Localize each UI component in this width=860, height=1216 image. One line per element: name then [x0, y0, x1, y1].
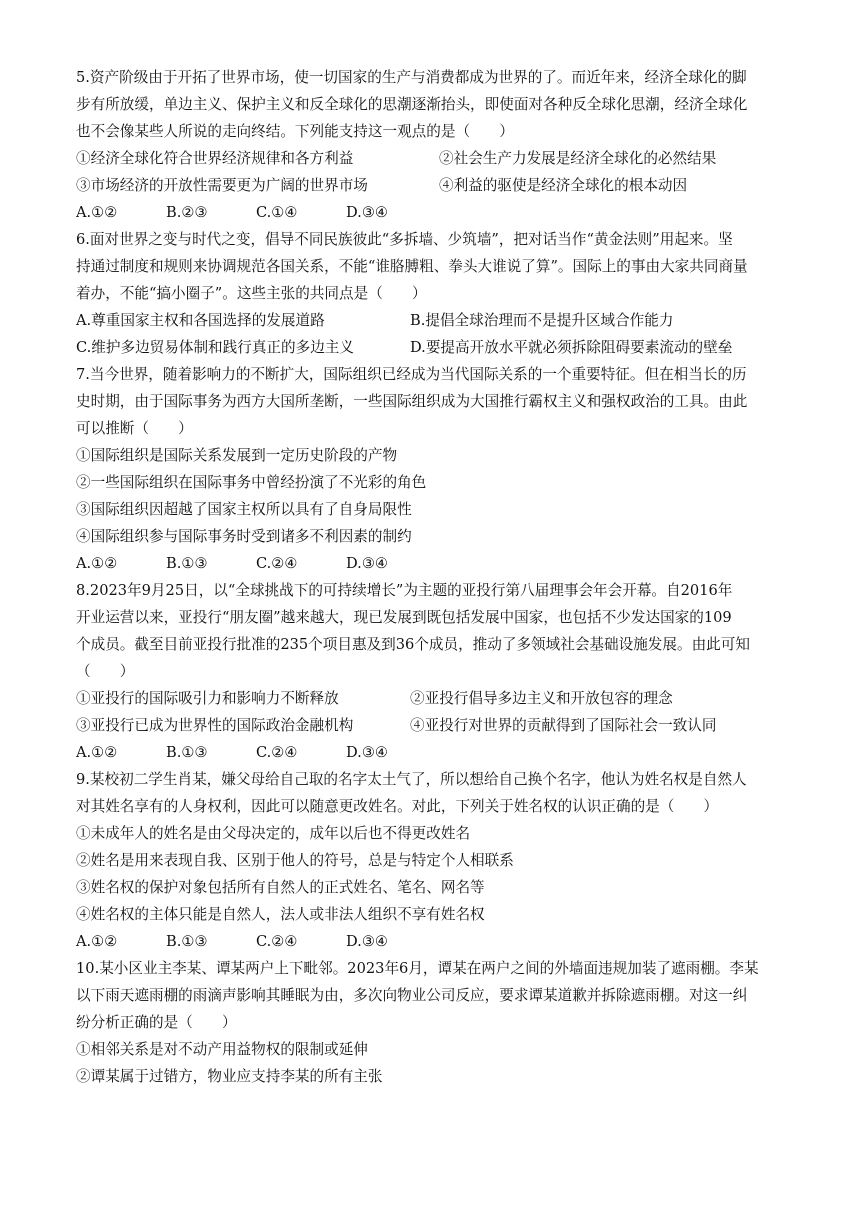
question-7 — [76, 361, 786, 577]
question-stem-line: 以下雨天遮雨棚的雨滴声影响其睡眠为由，多次向物业公司反应，要求谭某道歉并拆除遮雨棚。对这一纠 — [76, 987, 748, 1004]
statement-row — [76, 145, 786, 172]
choice-a[interactable]: A.①② — [76, 555, 118, 572]
statement-1: ①亚投行的国际吸引力和影响力不断释放 — [76, 690, 339, 707]
choice-c[interactable]: C.①④ — [256, 204, 298, 221]
answer-choices — [76, 928, 786, 955]
choice-b[interactable]: B.①③ — [166, 744, 208, 761]
question-stem-line: 对其姓名享有的人身权利，因此可以随意更改姓名。对此，下列关于姓名权的认识正确的是（ ） — [76, 798, 719, 815]
statement-1: ①经济全球化符合世界经济规律和各方利益 — [76, 150, 354, 167]
exam-content — [76, 64, 786, 1090]
question-stem-line: 史时期，由于国际事务为西方大国所垄断，一些国际组织成为大国推行霸权主义和强权政治的工具。由此 — [76, 393, 748, 410]
question-stem-line: 持通过制度和规则来协调规范各国关系，不能“谁胳膊粗、拳头大谁说了算”。国际上的事由大家共同商量 — [76, 258, 748, 275]
question-stem-line: 纷分析正确的是（ ） — [76, 1014, 237, 1031]
question-stem-line: 9.某校初二学生肖某，嫌父母给自己取的名字太土气了，所以想给自己换个名字，他认为姓名权是自然人 — [76, 771, 747, 788]
question-stem-line: 也不会像某些人所说的走向终结。下列能支持这一观点的是（ ） — [76, 123, 514, 140]
question-stem-line: 6.面对世界之变与时代之变，倡导不同民族彼此“多拆墙、少筑墙”，把对话当作“黄金法则”用起来。坚 — [76, 231, 733, 248]
choice-a[interactable]: A.①② — [76, 204, 118, 221]
question-stem-line: 5.资产阶级由于开拓了世界市场，使一切国家的生产与消费都成为世界的了。而近年来，经济全球化的脚 — [76, 69, 747, 86]
statement-2: ②社会生产力发展是经济全球化的必然结果 — [439, 150, 717, 167]
statement-4: ④利益的驱使是经济全球化的根本动因 — [439, 177, 688, 194]
answer-choices — [76, 199, 786, 226]
question-stem-line: 7.当今世界，随着影响力的不断扩大，国际组织已经成为当代国际关系的一个重要特征。但在相当长的历 — [76, 366, 747, 383]
statement-1: ①未成年人的姓名是由父母决定的，成年以后也不得更改姓名 — [76, 825, 471, 842]
answer-choices — [76, 550, 786, 577]
question-stem-line: 10.某小区业主李某、谭某两户上下毗邻。2023年6月，谭某在两户之间的外墙面违规加装了遮雨棚。李某 — [76, 960, 759, 977]
choice-c[interactable]: C.②④ — [256, 555, 298, 572]
choice-c[interactable]: C.维护多边贸易体制和践行真正的多边主义 — [76, 339, 354, 356]
statement-2: ②谭某属于过错方，物业应支持李某的所有主张 — [76, 1068, 383, 1085]
statement-1: ①国际组织是国际关系发展到一定历史阶段的产物 — [76, 447, 398, 464]
question-stem-line: 步有所放缓，单边主义、保护主义和反全球化的思潮逐渐抬头，即使面对各种反全球化思潮，经济全球化 — [76, 96, 748, 113]
statement-3: ③亚投行已成为世界性的国际政治金融机构 — [76, 717, 354, 734]
statement-row — [76, 712, 786, 739]
question-stem-line: （ ） — [76, 663, 135, 680]
question-8 — [76, 577, 786, 766]
choice-a[interactable]: A.尊重国家主权和各国选择的发展道路 — [76, 312, 325, 329]
question-9 — [76, 766, 786, 955]
statement-2: ②亚投行倡导多边主义和开放包容的理念 — [410, 690, 673, 707]
choice-b[interactable]: B.①③ — [166, 933, 208, 950]
question-stem-line: 着办，不能“搞小圈子”。这些主张的共同点是（ ） — [76, 285, 427, 302]
answer-choices — [76, 334, 786, 361]
statement-4: ④亚投行对世界的贡献得到了国际社会一致认同 — [410, 717, 717, 734]
question-6 — [76, 226, 786, 361]
statement-3: ③市场经济的开放性需要更为广阔的世界市场 — [76, 177, 368, 194]
choice-b[interactable]: B.②③ — [166, 204, 208, 221]
statement-row — [76, 172, 786, 199]
choice-a[interactable]: A.①② — [76, 933, 118, 950]
question-10 — [76, 955, 786, 1090]
choice-c[interactable]: C.②④ — [256, 933, 298, 950]
answer-choices — [76, 307, 786, 334]
choice-d[interactable]: D.要提高开放水平就必须拆除阻碍要素流动的壁垒 — [410, 339, 733, 356]
statement-4: ④姓名权的主体只能是自然人，法人或非法人组织不享有姓名权 — [76, 906, 485, 923]
statement-2: ②一些国际组织在国际事务中曾经扮演了不光彩的角色 — [76, 474, 427, 491]
question-stem-line: 开业运营以来，亚投行“朋友圈”越来越大，现已发展到既包括发展中国家，也包括不少发达国家的109 — [76, 609, 732, 626]
statement-2: ②姓名是用来表现自我、区别于他人的符号，总是与特定个人相联系 — [76, 852, 514, 869]
choice-d[interactable]: D.③④ — [346, 204, 388, 221]
question-stem-line: 8.2023年9月25日，以“全球挑战下的可持续增长”为主题的亚投行第八届理事会年会开幕。自2016年 — [76, 582, 733, 599]
question-5 — [76, 64, 786, 226]
question-stem-line: 个成员。截至目前亚投行批准的235个项目惠及到36个成员，推动了多领域社会基础设施发展。由此可知 — [76, 636, 750, 653]
choice-a[interactable]: A.①② — [76, 744, 118, 761]
choice-d[interactable]: D.③④ — [346, 744, 388, 761]
statement-4: ④国际组织参与国际事务时受到诸多不利因素的制约 — [76, 528, 412, 545]
question-stem-line: 可以推断（ ） — [76, 420, 193, 437]
choice-b[interactable]: B.①③ — [166, 555, 208, 572]
choice-c[interactable]: C.②④ — [256, 744, 298, 761]
choice-b[interactable]: B.提倡全球治理而不是提升区域合作能力 — [410, 312, 674, 329]
choice-d[interactable]: D.③④ — [346, 933, 388, 950]
statement-1: ①相邻关系是对不动产用益物权的限制或延伸 — [76, 1041, 368, 1058]
statement-3: ③姓名权的保护对象包括所有自然人的正式姓名、笔名、网名等 — [76, 879, 485, 896]
answer-choices — [76, 739, 786, 766]
statement-3: ③国际组织因超越了国家主权所以具有了自身局限性 — [76, 501, 412, 518]
statement-row — [76, 685, 786, 712]
choice-d[interactable]: D.③④ — [346, 555, 388, 572]
